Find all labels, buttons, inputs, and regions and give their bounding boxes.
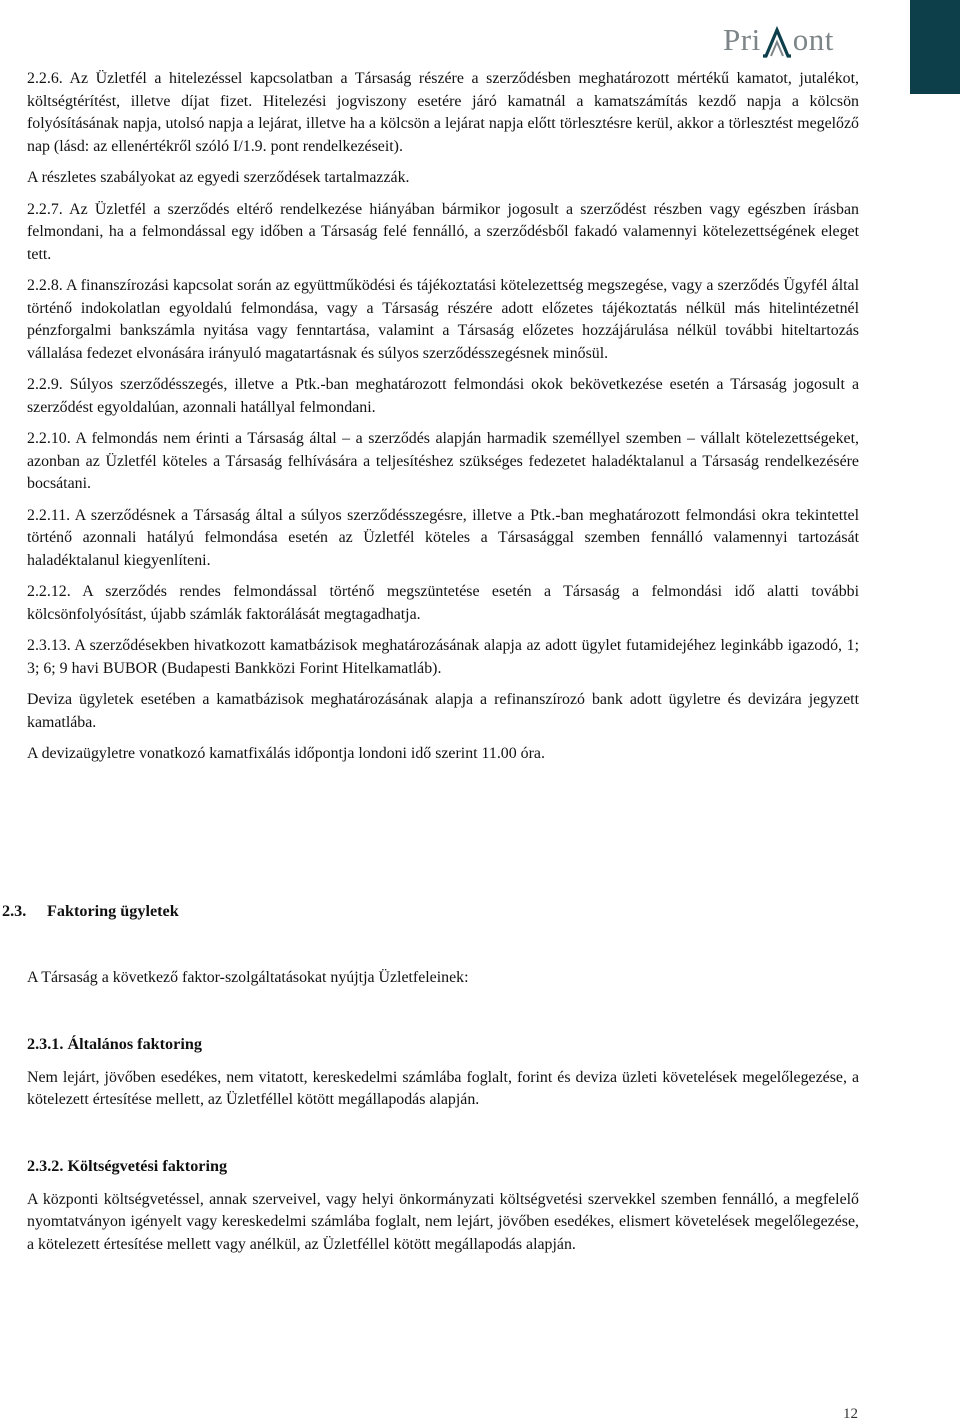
document-body [27, 68, 859, 775]
paragraph-2-2-6: 2.2.6. Az Üzletfél a hitelezéssel kapcsolatban a Társaság részére a szerződésben meghatározott mértékű kamatot, jutalékot, költségtérítést, illetve díjat fizet. Hitelezési jogviszony esetére járó kamatnál a kamatszámítás kezdő napja a kölcsön folyósításának napja, utolsó napja a lejárat, illetve ha a kölcsön a lejárat napja előtt törlesztésre kerül, akkor a törlesztést megelőző nap (lásd: az ellenértékről szóló I/1.9. pont rendelkezéseit). [27, 70, 859, 155]
subsection-body-2-3-1: Nem lejárt, jövőben esedékes, nem vitatott, kereskedelmi számlába foglalt, forint és deviza üzleti követelések megelőlegezése, a kötelezett értesítése mellett, az Üzletféllel kötött megállapodás alapján. [27, 1068, 859, 1108]
logo-m-icon [762, 22, 792, 58]
paragraph-details: A részletes szabályokat az egyedi szerződések tartalmazzák. [27, 169, 410, 186]
section-intro: A Társaság a következő faktor-szolgáltatásokat nyújtja Üzletfeleinek: [27, 969, 469, 986]
paragraph-2-2-7: 2.2.7. Az Üzletfél a szerződés eltérő rendelkezése hiányában bármikor jogosult a szerződést részben vagy egészben írásban felmondani, ha a felmondással egy időben a Társaság felé fennálló, a szerződésből fakadó valamennyi kötelezettségének eleget tett. [27, 200, 859, 263]
page-number: 12 [843, 1406, 858, 1422]
section-heading-2-3 [2, 900, 179, 923]
header-brand-tab [910, 0, 960, 94]
section-title: Faktoring ügyletek [47, 902, 179, 920]
primont-logo [723, 22, 834, 58]
logo-text-right: ont [792, 22, 834, 57]
paragraph-deviza: Deviza ügyletek esetében a kamatbázisok meghatározásának alapja a refinanszírozó bank adott ügyletre és devizára jegyzett kamatlába. [27, 691, 859, 731]
subsection-heading-2-3-2: 2.3.2. Költségvetési faktoring [27, 1157, 228, 1175]
subsection-heading-2-3-1: 2.3.1. Általános faktoring [27, 1035, 202, 1053]
subsection-body-2-3-2: A központi költségvetéssel, annak szerveivel, vagy helyi önkormányzati költségvetési szervekkel szemben fennálló, a megfelelő nyomtatványon igényelt vagy kereskedelmi számlába foglalt, nem lejárt, jövőben esedékes, elismert követelések megelőlegezése, a kötelezett értesítése mellett vagy anélkül, az Üzletféllel kötött megállapodás alapján. [27, 1190, 859, 1253]
paragraph-2-2-10: 2.2.10. A felmondás nem érinti a Társaság által – a szerződés alapján harmadik személlyel szemben – vállalt kötelezettségeket, azonban az Üzletfél köteles a Társaság felhívására a teljesítéshez szükséges fedezetet haladéktalanul a Társaság rendelkezésére bocsátani. [27, 430, 859, 492]
logo-text-left: Pri [723, 22, 761, 57]
section-2-3-2 [27, 1155, 859, 1265]
section-2-3-1 [27, 1033, 859, 1121]
paragraph-2-2-9: 2.2.9. Súlyos szerződésszegés, illetve a Ptk.-ban meghatározott felmondási okok bekövetkezése esetén a Társaság jogosult a szerződést egyoldalúan, azonnali hatállyal felmondani. [27, 376, 859, 416]
paragraph-2-2-11: 2.2.11. A szerződésnek a Társaság által a súlyos szerződésszegésre, illetve a Ptk.-ban meghatározott felmondási okra tekintettel történő azonnali hatályú felmondása esetén az Üzletfél köteles a Társasággal szemben fennálló valamennyi tartozását haladéktalanul kiegyenlíteni. [27, 506, 859, 569]
paragraph-2-2-8: 2.2.8. A finanszírozási kapcsolat során az együttműködési és tájékoztatási kötelezettség megszegése, vagy a szerződés Ügyfél által történő indokolatlan egyoldalú felmondása, vagy a Társaság részére adott előzetes tájékoztatás nélkül más hitelintézetnél pénzforgalmi bankszámla nyitása vagy fenntartása, valamint a Társaság előzetes hozzájárulása nélkül további hiteltartozás vállalása fedezet elvonására irányuló magatartásnak és súlyos szerződésszegésnek minősül. [27, 277, 859, 362]
paragraph-2-3-13: 2.3.13. A szerződésekben hivatkozott kamatbázisok meghatározásának alapja az adott ügylet futamidejéhez leginkább igazodó, 1; 3; 6; 9 havi BUBOR (Budapesti Bankközi Forint Hitelkamatláb). [27, 637, 859, 677]
paragraph-kamatfixalas: A devizaügyletre vonatkozó kamatfixálás időpontja londoni idő szerint 11.00 óra. [27, 745, 545, 762]
paragraph-2-2-12: 2.2.12. A szerződés rendes felmondással történő megszüntetése esetén a Társaság a felmondási idő alatti további kölcsönfolyósítást, újabb számlák faktorálását megtagadhatja. [27, 583, 859, 623]
section-number: 2.3. [2, 902, 27, 920]
